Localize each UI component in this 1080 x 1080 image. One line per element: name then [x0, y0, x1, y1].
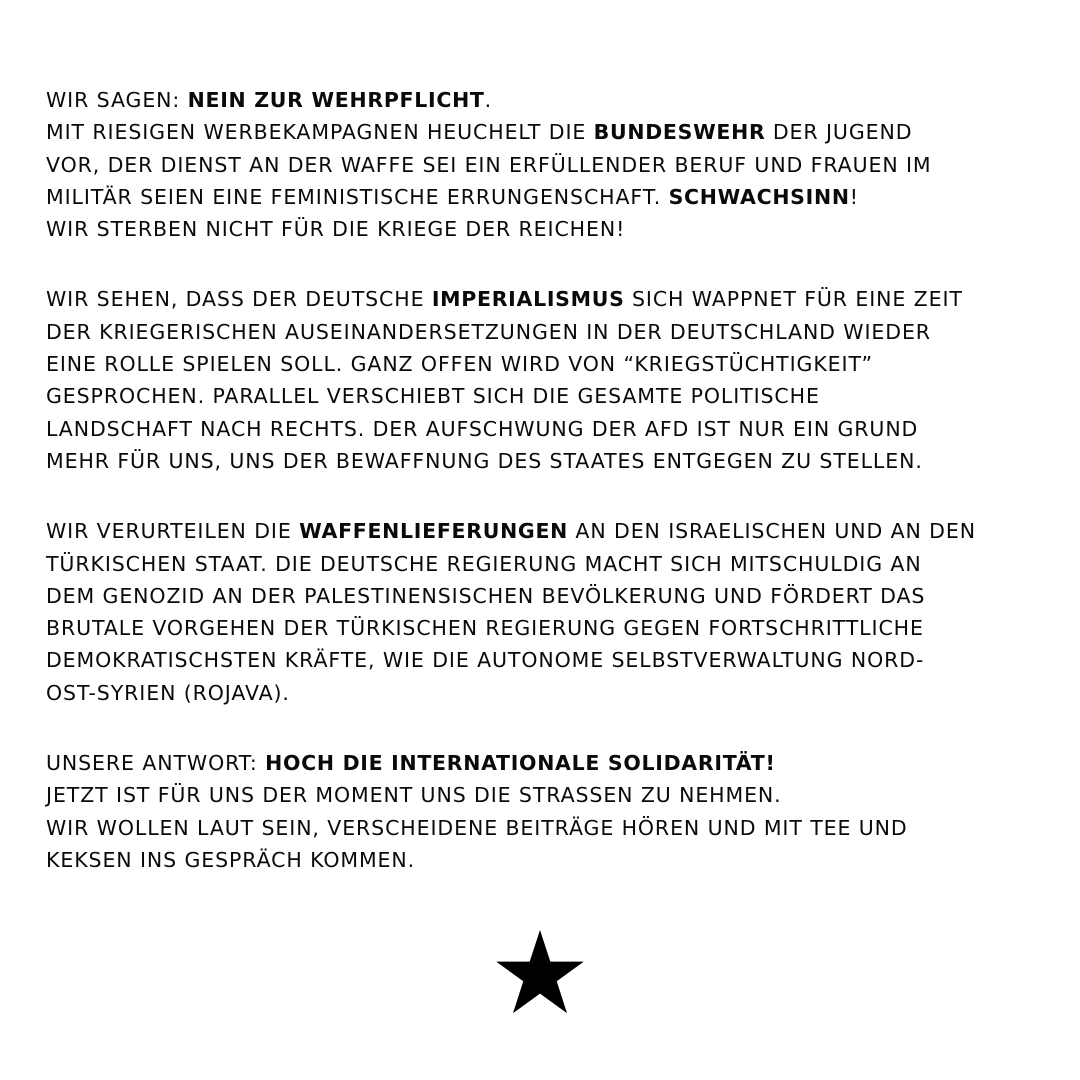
emphasized-text: NEIN ZUR WEHRPFLICHT [187, 88, 485, 112]
text-line [46, 779, 1046, 811]
body-text: KEKSEN INS GESPRÄCH KOMMEN. [46, 847, 416, 872]
body-text: WIR WOLLEN LAUT SEIN, VERSCHEIDENE BEITRÄGE HÖREN UND MIT TEE UND [46, 815, 908, 840]
paragraph-4 [46, 747, 1046, 876]
text-line [46, 548, 1046, 580]
body-text: UNSERE ANTWORT: [46, 751, 266, 776]
body-text: OST-SYRIEN (ROJAVA). [46, 680, 290, 705]
paragraph-2 [46, 283, 1046, 477]
body-text: TÜRKISCHEN STAAT. DIE DEUTSCHE REGIERUNG MACHT SICH MITSCHULDIG AN [46, 551, 922, 576]
text-line [46, 116, 1046, 148]
text-line [46, 445, 1046, 477]
body-text: GESPROCHEN. PARALLEL VERSCHIEBT SICH DIE GESAMTE POLITISCHE [46, 384, 820, 409]
body-text: . [484, 88, 493, 112]
text-line [46, 812, 1046, 844]
text-line [46, 213, 1046, 245]
body-text: WIR SEHEN, DASS DER DEUTSCHE [46, 287, 432, 312]
body-text: MEHR FÜR UNS, UNS DER BEWAFFNUNG DES STAATES ENTGEGEN ZU STELLEN. [46, 448, 923, 473]
body-text: EINE ROLLE SPIELEN SOLL. GANZ OFFEN WIRD VON “KRIEGSTÜCHTIGKEIT” [46, 352, 873, 377]
text-line [46, 644, 1046, 676]
emphasized-text: IMPERIALISMUS [431, 287, 625, 312]
text-line [46, 413, 1046, 445]
text-line [46, 149, 1046, 181]
body-text: MILITÄR SEIEN EINE FEMINISTISCHE ERRUNGENSCHAFT. [46, 184, 669, 209]
text-line [46, 316, 1046, 348]
body-text: WIR SAGEN: [46, 88, 188, 112]
body-text: LANDSCHAFT NACH RECHTS. DER AUFSCHWUNG DER AFD IST NUR EIN GRUND [46, 416, 919, 441]
body-text: VOR, DER DIENST AN DER WAFFE SEI EIN ERFÜLLENDER BERUF UND FRAUEN IM [46, 152, 932, 177]
body-text: DER JUGEND [765, 120, 913, 145]
text-line [46, 181, 1046, 213]
star-icon [496, 930, 584, 1014]
text-line [46, 283, 1046, 315]
text-line [46, 677, 1046, 709]
body-text: DEM GENOZID AN DER PALESTINENSISCHEN BEVÖLKERUNG UND FÖRDERT DAS [46, 583, 926, 608]
text-line [46, 380, 1046, 412]
manifesto-text [46, 84, 1046, 914]
body-text: WIR STERBEN NICHT FÜR DIE KRIEGE DER REICHEN! [46, 217, 626, 242]
text-line [46, 84, 1046, 116]
body-text: BRUTALE VORGEHEN DER TÜRKISCHEN REGIERUNG GEGEN FORTSCHRITTLICHE [46, 616, 924, 641]
text-line [46, 747, 1046, 779]
text-line [46, 844, 1046, 876]
text-line [46, 515, 1046, 547]
paragraph-3 [46, 515, 1046, 709]
body-text: DER KRIEGERISCHEN AUSEINANDERSETZUNGEN IN DER DEUTSCHLAND WIEDER [46, 319, 931, 344]
text-line [46, 348, 1046, 380]
body-text: WIR VERURTEILEN DIE [46, 519, 300, 544]
body-text: MIT RIESIGEN WERBEKAMPAGNEN HEUCHELT DIE [46, 120, 594, 145]
body-text: ! [849, 184, 859, 209]
emphasized-text: SCHWACHSINN [668, 184, 850, 209]
text-line [46, 612, 1046, 644]
body-text: SICH WAPPNET FÜR EINE ZEIT [624, 287, 963, 312]
body-text: JETZT IST FÜR UNS DER MOMENT UNS DIE STRASSEN ZU NEHMEN. [46, 783, 782, 808]
paragraph-1 [46, 84, 1046, 245]
body-text: AN DEN ISRAELISCHEN UND AN DEN [568, 519, 976, 544]
body-text: DEMOKRATISCHSTEN KRÄFTE, WIE DIE AUTONOME SELBSTVERWALTUNG NORD- [46, 648, 925, 673]
emphasized-text: WAFFENLIEFERUNGEN [299, 519, 569, 544]
emphasized-text: HOCH DIE INTERNATIONALE SOLIDARITÄT! [265, 751, 776, 776]
emphasized-text: BUNDESWEHR [593, 120, 766, 145]
text-line [46, 580, 1046, 612]
